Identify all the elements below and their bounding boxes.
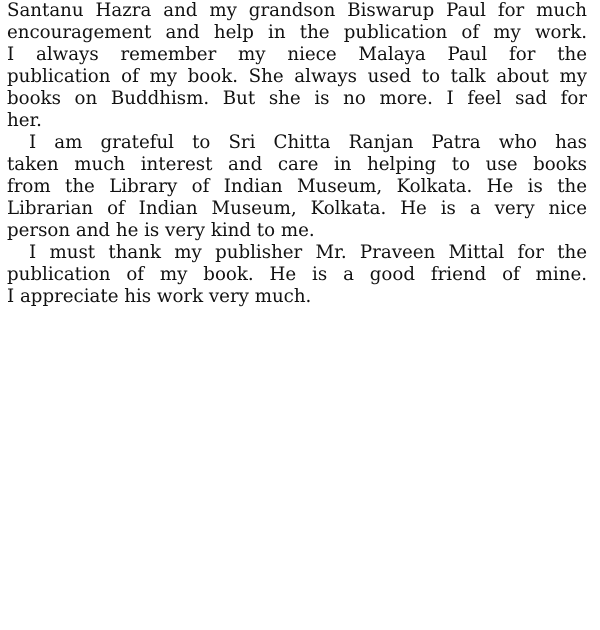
text-line: books on Buddhism. But she is no more. I feel sad for: [7, 88, 587, 109]
text-line: publication of my book. He is a good friend of mine.: [7, 264, 587, 285]
text-line: Librarian of Indian Museum, Kolkata. He is a very nice: [7, 198, 587, 219]
text-line: I must thank my publisher Mr. Praveen Mittal for the: [29, 242, 587, 263]
text-line: I always remember my niece Malaya Paul for the: [7, 44, 587, 65]
text-line: I am grateful to Sri Chitta Ranjan Patra who has: [29, 132, 587, 153]
paragraph-1: [7, 0, 587, 132]
body-text: [7, 0, 587, 308]
text-line: from the Library of Indian Museum, Kolkata. He is the: [7, 176, 587, 197]
text-line: her.: [7, 110, 42, 131]
text-line: person and he is very kind to me.: [7, 220, 315, 241]
text-line: publication of my book. She always used to talk about my: [7, 66, 587, 87]
text-line: encouragement and help in the publication of my work.: [7, 22, 587, 43]
text-line: I appreciate his work very much.: [7, 286, 312, 307]
paragraph-3: [7, 242, 587, 308]
text-line: taken much interest and care in helping to use books: [7, 154, 587, 175]
text-line: Santanu Hazra and my grandson Biswarup Paul for much: [7, 0, 587, 21]
paragraph-2: [7, 132, 587, 242]
